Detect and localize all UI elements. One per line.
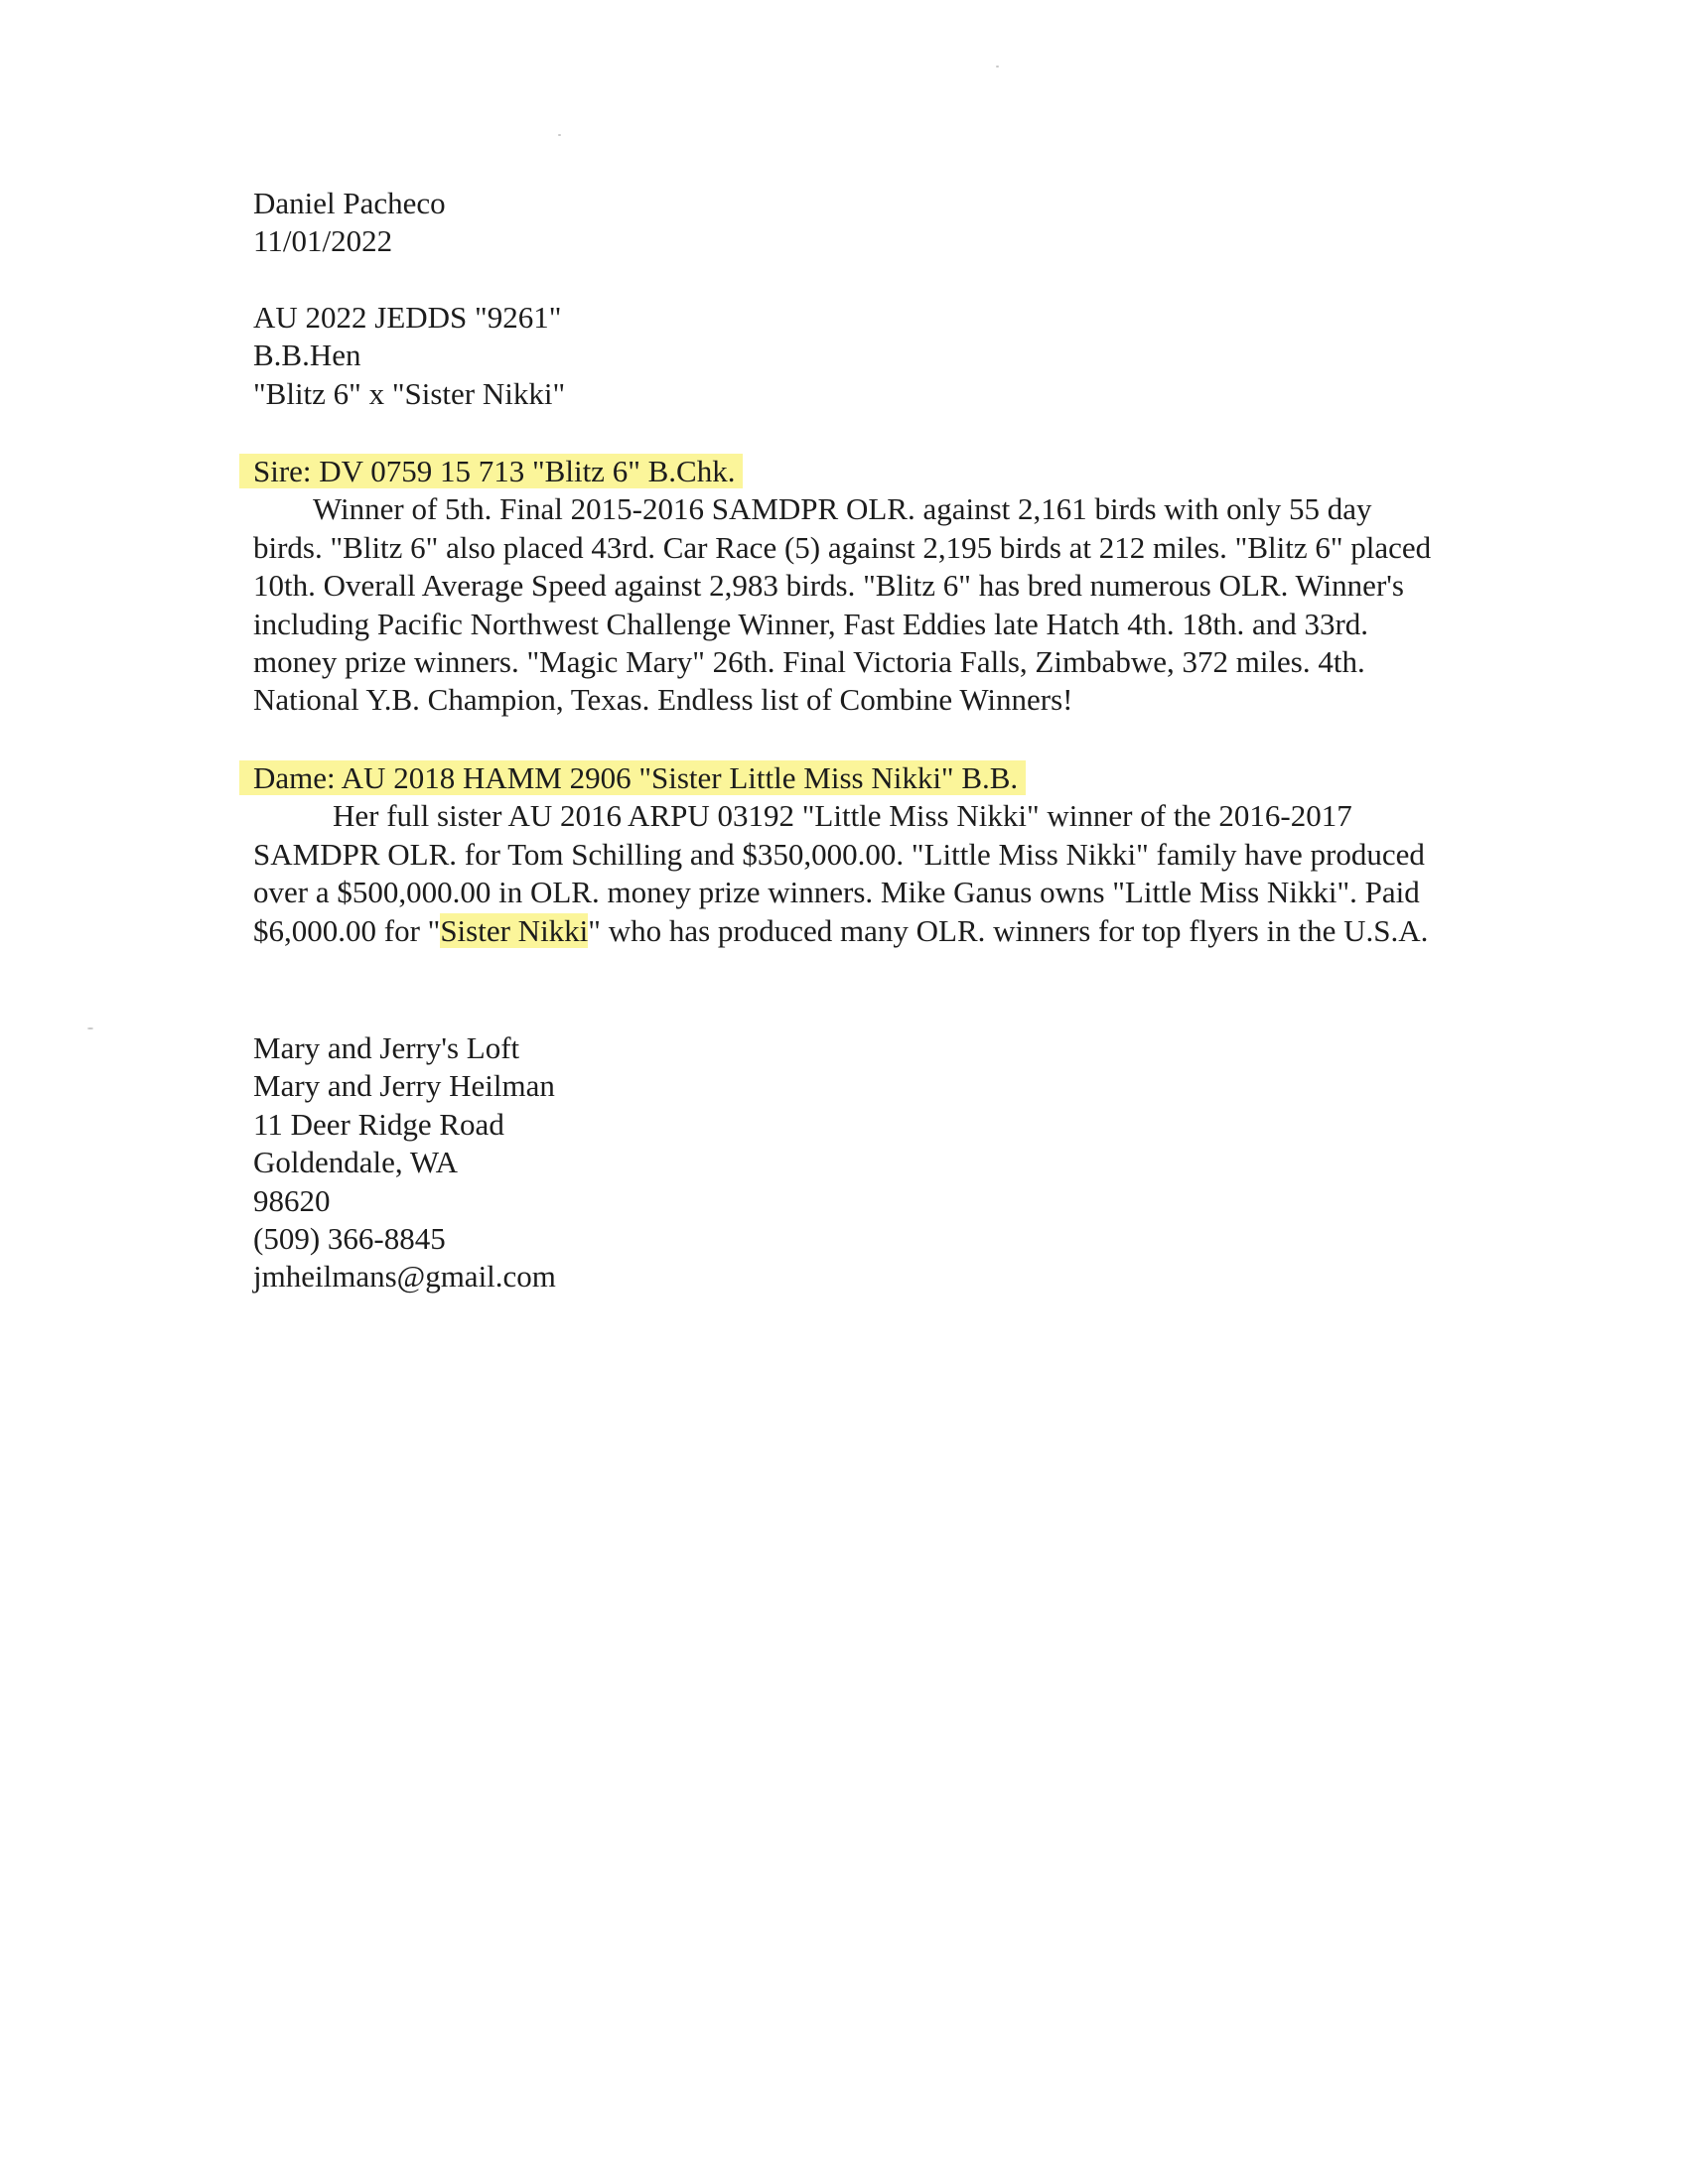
dame-highlighted-name: Sister Nikki [440, 912, 589, 948]
dame-text-part2: " who has produced many OLR. winners for top flyers in the U.S.A. [588, 912, 1429, 948]
sire-section [253, 453, 1475, 720]
dame-heading: Dame: AU 2018 HAMM 2906 "Sister Little Miss Nikki" B.B. [239, 760, 1026, 795]
phone-number: (509) 366-8845 [253, 1220, 446, 1256]
street-address: 11 Deer Ridge Road [253, 1106, 504, 1142]
loft-name: Mary and Jerry's Loft [253, 1029, 520, 1065]
letter-date: 11/01/2022 [253, 223, 393, 259]
signature-block [253, 1029, 1475, 1297]
sire-heading: Sire: DV 0759 15 713 "Blitz 6" B.Chk. [239, 454, 743, 488]
dame-text-part1: Her full sister AU 2016 ARPU 03192 "Little Miss Nikki" winner of the 2016-2017 SAMDPR OLR. for Tom Schilling and $350,000.00. "Little Miss Nikki" family have produced over a $500,000.00 in OLR. money prize winners. Mike Ganus owns "Little Miss Nikki". Paid $6,000.00 for " [253, 798, 1425, 948]
dame-section [253, 759, 1475, 950]
zip-code: 98620 [253, 1182, 331, 1218]
color-sex: B.B.Hen [253, 338, 361, 373]
recipient-name: Daniel Pacheco [253, 186, 446, 220]
header-block [253, 185, 1475, 261]
letter-body [253, 185, 1475, 1297]
scan-speck [558, 134, 561, 136]
dame-description [253, 797, 1445, 950]
pairing: "Blitz 6" x "Sister Nikki" [253, 375, 566, 411]
scan-speck [87, 1027, 93, 1029]
owner-names: Mary and Jerry Heilman [253, 1068, 555, 1104]
band-number: AU 2022 JEDDS "9261" [253, 299, 562, 335]
sire-description: Winner of 5th. Final 2015-2016 SAMDPR OLR. against 2,161 birds with only 55 day birds. "Blitz 6" also placed 43rd. Car Race (5) against 2,195 birds at 212 miles. "Blitz 6" placed 10th. Overall Average Speed against 2,983 birds. "Blitz 6" has bred numerous OLR. Winner's including Pacific Northwest Challenge Winner, Fast Eddies late Hatch 4th. 18th. and 33rd. money prize winners. "Magic Mary" 26th. Final Victoria Falls, Zimbabwe, 372 miles. 4th. National Y.B. Champion, Texas. Endless list of Combine Winners! [253, 491, 1432, 718]
email-address: jmheilmans@gmail.com [253, 1259, 556, 1295]
bird-block [253, 299, 1475, 413]
scan-speck [996, 66, 999, 68]
city-state: Goldendale, WA [253, 1145, 459, 1180]
